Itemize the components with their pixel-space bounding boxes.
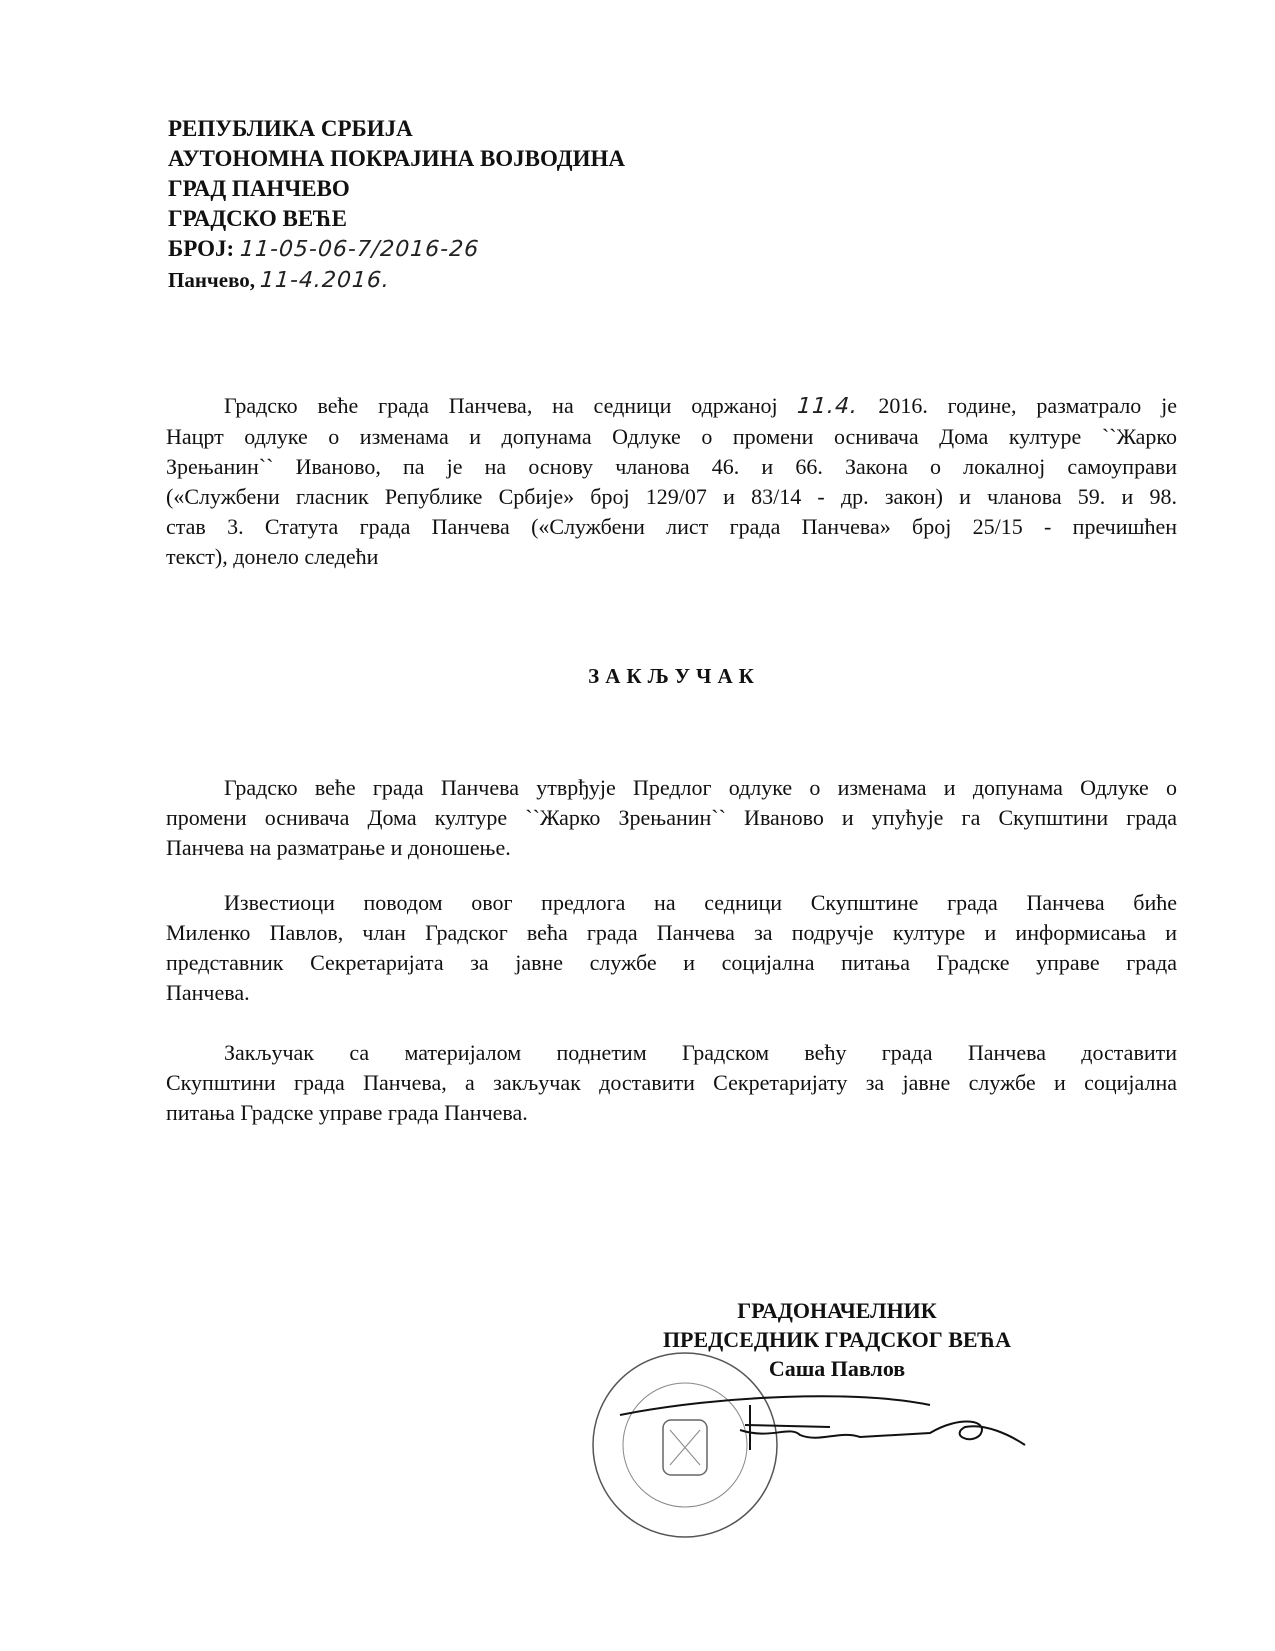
intro-paragraph: Градско веће града Панчева, на седници одржаној 11.4. 2016. године, разматрало је Нацрт одлуке о изменама и допунама Одлуке о промени оснивача Дома културе ``Жарко Зрењанин`` Иваново, па је на основу чланова 46. и 66. Закона о локалној самоуправи («Службени гласник Републике Србије» број 129/07 и 83/14 - др. закон) и чланова 59. и 98. став 3. Статута града Панчева («Службени лист града Панчева» број 25/15 - пречишћен текст), донело следећи xyxy=(166,391,1177,572)
signatory-role: ПРЕДСЕДНИК ГРАДСКОГ ВЕЋА xyxy=(662,1327,1012,1352)
handwritten-session-date: 11.4. xyxy=(796,394,860,419)
reference-number: БРОЈ: 11-05-06-7/2016-26 xyxy=(168,234,625,265)
text-line: Нацрт одлуке о изменама и допунама Одлуке о промени оснивача Дома културе ``Жарко xyxy=(166,424,1177,449)
conclusion-paragraph-3: Закључак са материјалом поднетим Градском већу града Панчева доставити Скупштини града Панчева, а закључак доставити Секретаријату за јавне службе и социјална питања Градске управе града Панчева. xyxy=(166,1040,1177,1125)
header-line: РЕПУБЛИКА СРБИЈА xyxy=(168,116,413,141)
conclusion-paragraph-2: Известиоци поводом овог предлога на седници Скупштине града Панчева биће Миленко Павлов, члан Градског већа града Панчева за подручје културе и информисања и представник Секретаријата за јавне службе и социјална питања Градске управе града Панчева. xyxy=(166,890,1177,1005)
header-line: ГРАД ПАНЧЕВО xyxy=(168,176,350,201)
handwritten-number: 11-05-06-7/2016-26 xyxy=(239,237,480,262)
signatory-name: Саша Павлов xyxy=(768,1356,906,1381)
signature-block xyxy=(600,1296,1074,1383)
text-line: текст), донело следећи xyxy=(166,544,379,569)
place-date: Панчево, 11-4.2016. xyxy=(168,265,625,296)
text-line: Зрењанин`` Иваново, па је на основу чланова 46. и 66. Закона о локалној самоуправи xyxy=(166,454,1177,479)
conclusion-paragraph-1: Градско веће града Панчева утврђује Предлог одлуке о изменама и допунама Одлуке о промени оснивача Дома културе ``Жарко Зрењанин`` Иваново и упућује га Скупштини града Панчева на разматрање и доношење. xyxy=(166,775,1177,860)
header-line: АУТОНОМНА ПОКРАЈИНА ВОЈВОДИНА xyxy=(168,146,625,171)
signatory-title: ГРАДОНАЧЕЛНИК xyxy=(737,1298,937,1323)
handwritten-signature-icon xyxy=(600,1385,1040,1465)
text-line: («Службени гласник Републике Србије» број 129/07 и 83/14 - др. закон) и чланова 59. и 98. xyxy=(166,484,1177,509)
document-title: ЗАКЉУЧАК xyxy=(588,664,760,688)
document-header xyxy=(168,114,625,296)
handwritten-date: 11-4.2016. xyxy=(259,268,392,293)
header-line: ГРАДСКО ВЕЋЕ xyxy=(168,206,347,231)
text-line: став 3. Статута града Панчева («Службени лист града Панчева» број 25/15 - пречишћен xyxy=(166,514,1177,539)
